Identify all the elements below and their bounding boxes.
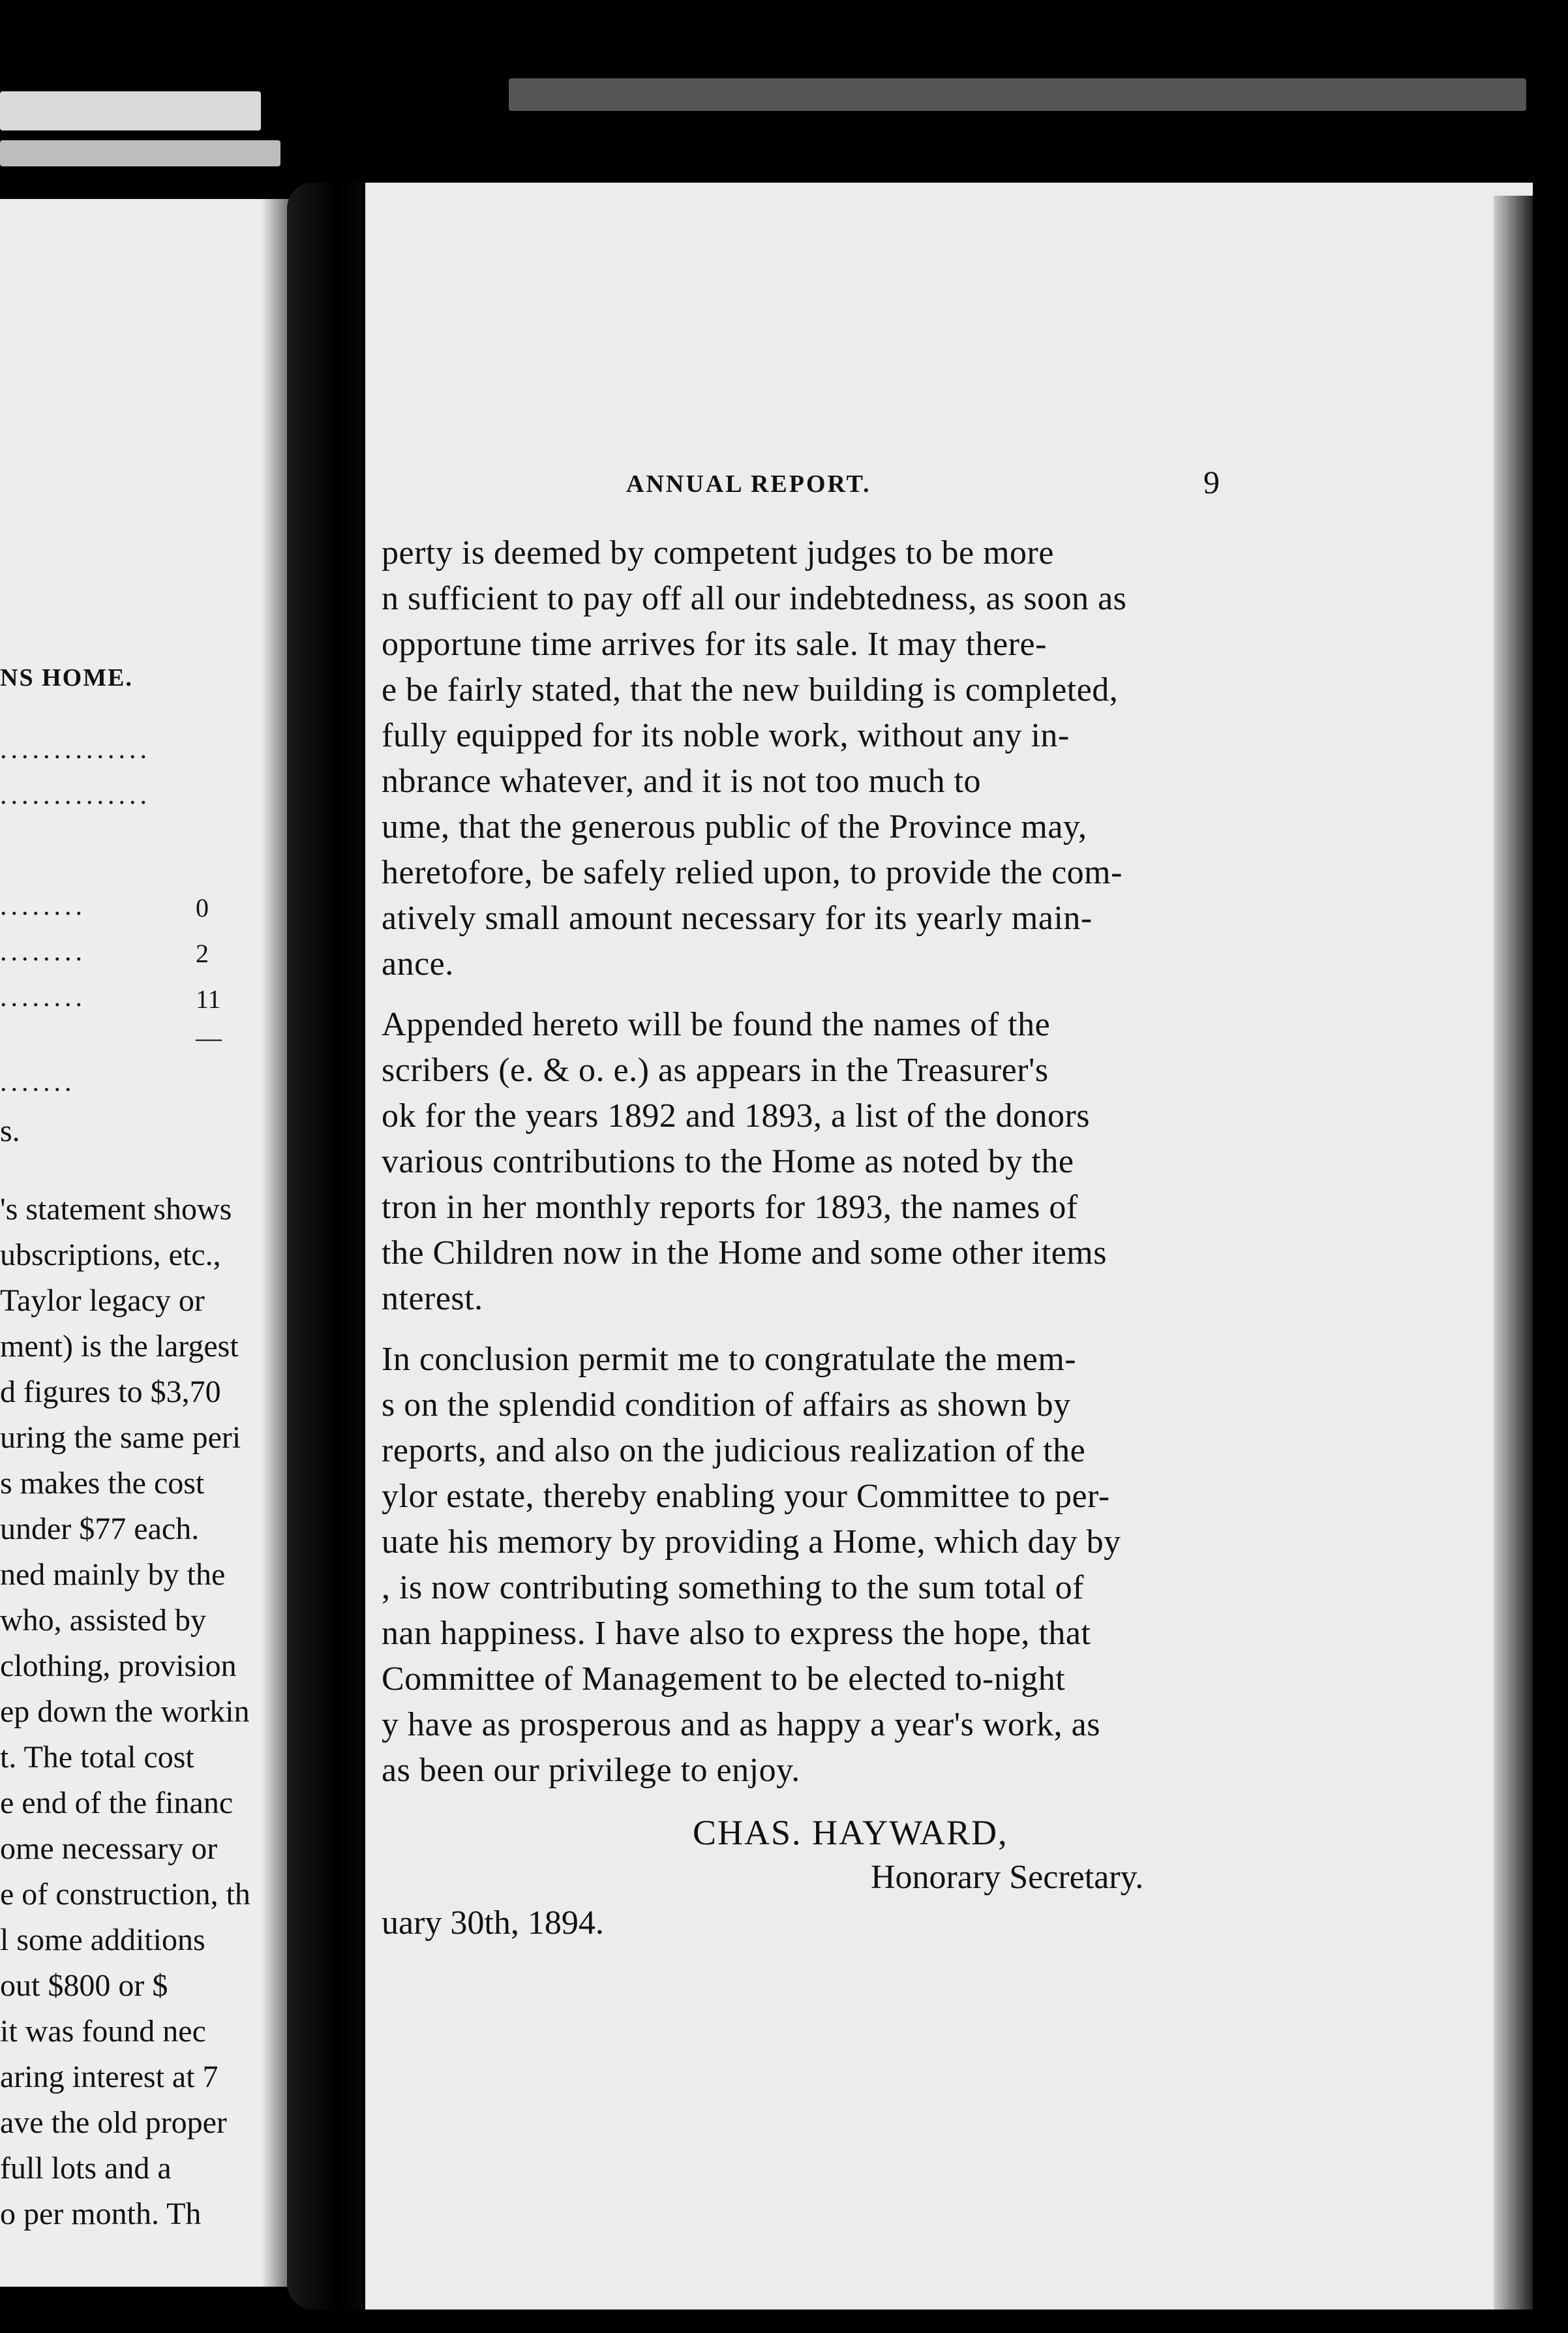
- leader-row: .......: [0, 1067, 76, 1097]
- body-text-line: y have as prosperous and as happy a year's work, as: [382, 1706, 1100, 1743]
- body-text-line: ance.: [382, 945, 454, 983]
- page-header: ANNUAL REPORT.: [626, 470, 871, 498]
- left-text-line: l some additions: [0, 1923, 205, 1957]
- left-text-line: ment) is the largest: [0, 1329, 239, 1364]
- report-date: uary 30th, 1894.: [382, 1904, 604, 1942]
- left-text-line: out $800 or $: [0, 1968, 168, 2003]
- left-text-line: uring the same peri: [0, 1420, 241, 1455]
- left-text-line: ome necessary or: [0, 1831, 218, 1866]
- body-text-line: fully equipped for its noble work, without any in-: [382, 717, 1070, 754]
- left-text-line: who, assisted by: [0, 1603, 206, 1638]
- left-text-line: d figures to $3,70: [0, 1375, 221, 1409]
- leader-row: ........: [0, 983, 86, 1013]
- left-text-line: ned mainly by the: [0, 1557, 226, 1592]
- leader-row: ..............: [0, 780, 151, 810]
- leader-row: ..............: [0, 735, 151, 765]
- left-text-line: clothing, provision: [0, 1649, 237, 1683]
- leader-row: ........: [0, 891, 86, 921]
- body-text-line: reports, and also on the judicious realization of the: [382, 1432, 1086, 1469]
- page-number: 9: [1203, 464, 1220, 500]
- body-text-line: nbrance whatever, and it is not too much to: [382, 763, 982, 800]
- left-text-line: full lots and a: [0, 2151, 172, 2186]
- body-text-line: ume, that the generous public of the Province may,: [382, 808, 1087, 846]
- body-text-line: nan happiness. I have also to express the hope, that: [382, 1615, 1091, 1652]
- body-text-line: perty is deemed by competent judges to be more: [382, 534, 1054, 572]
- right-page-edge: [1494, 196, 1533, 2310]
- body-text-line: In conclusion permit me to congratulate the mem-: [382, 1341, 1077, 1378]
- body-text-line: the Children now in the Home and some other items: [382, 1234, 1107, 1272]
- body-text-line: e be fairly stated, that the new building is completed,: [382, 671, 1119, 709]
- body-text-line: nterest.: [382, 1280, 483, 1317]
- leader-value: —: [196, 1023, 222, 1052]
- left-text-line: under $77 each.: [0, 1512, 200, 1546]
- body-text-line: uate his memory by providing a Home, which day by: [382, 1523, 1121, 1561]
- signature-name: CHAS. HAYWARD,: [693, 1813, 1008, 1852]
- left-text-line: Taylor legacy or: [0, 1283, 205, 1318]
- leader-value: 0: [196, 893, 209, 923]
- body-text-line: as been our privilege to enjoy.: [382, 1752, 800, 1789]
- body-text-line: scribers (e. & o. e.) as appears in the Treasurer's: [382, 1052, 1049, 1089]
- body-text-line: heretofore, be safely relied upon, to provide the com-: [382, 854, 1123, 891]
- left-text-line: o per month. Th: [0, 2197, 202, 2231]
- body-text-line: ylor estate, thereby enabling your Committee to per-: [382, 1478, 1110, 1515]
- body-text-line: tron in her monthly reports for 1893, the names of: [382, 1189, 1078, 1226]
- body-text-line: s on the splendid condition of affairs as shown by: [382, 1386, 1071, 1424]
- leader-value: 2: [196, 939, 209, 968]
- book-stack-edge: [0, 91, 261, 130]
- left-text-line: ep down the workin: [0, 1694, 250, 1729]
- book-stack-edge: [509, 78, 1526, 111]
- left-text-line: e end of the financ: [0, 1786, 234, 1820]
- body-text-line: various contributions to the Home as noted by the: [382, 1143, 1074, 1180]
- body-text-line: n sufficient to pay off all our indebtedness, as soon as: [382, 580, 1127, 617]
- body-text-line: ok for the years 1892 and 1893, a list of the donors: [382, 1097, 1091, 1135]
- book-stack-edge: [0, 140, 280, 166]
- leader-value: 11: [196, 984, 221, 1014]
- body-text-line: atively small amount necessary for its yearly main-: [382, 900, 1093, 937]
- left-text-line: ave the old proper: [0, 2105, 227, 2140]
- left-page-header: NS HOME.: [0, 664, 133, 692]
- signature-title: Honorary Secretary.: [871, 1859, 1144, 1896]
- left-text-line: t. The total cost: [0, 1740, 194, 1775]
- left-text-line: it was found nec: [0, 2014, 206, 2049]
- body-text-line: , is now contributing something to the sum total of: [382, 1569, 1084, 1606]
- left-text-line: aring interest at 7: [0, 2060, 219, 2094]
- body-text-line: Appended hereto will be found the names of the: [382, 1006, 1051, 1043]
- leader-row: ........: [0, 937, 86, 967]
- left-page: [0, 199, 307, 2287]
- body-text-line: Committee of Management to be elected to-night: [382, 1660, 1066, 1698]
- left-text-line: 's statement shows: [0, 1192, 232, 1227]
- left-text-line: ubscriptions, etc.,: [0, 1238, 221, 1272]
- left-text-line: s makes the cost: [0, 1466, 205, 1501]
- left-text-line: s.: [0, 1114, 20, 1148]
- left-text-line: e of construction, th: [0, 1877, 250, 1912]
- body-text-line: opportune time arrives for its sale. It may there-: [382, 626, 1047, 663]
